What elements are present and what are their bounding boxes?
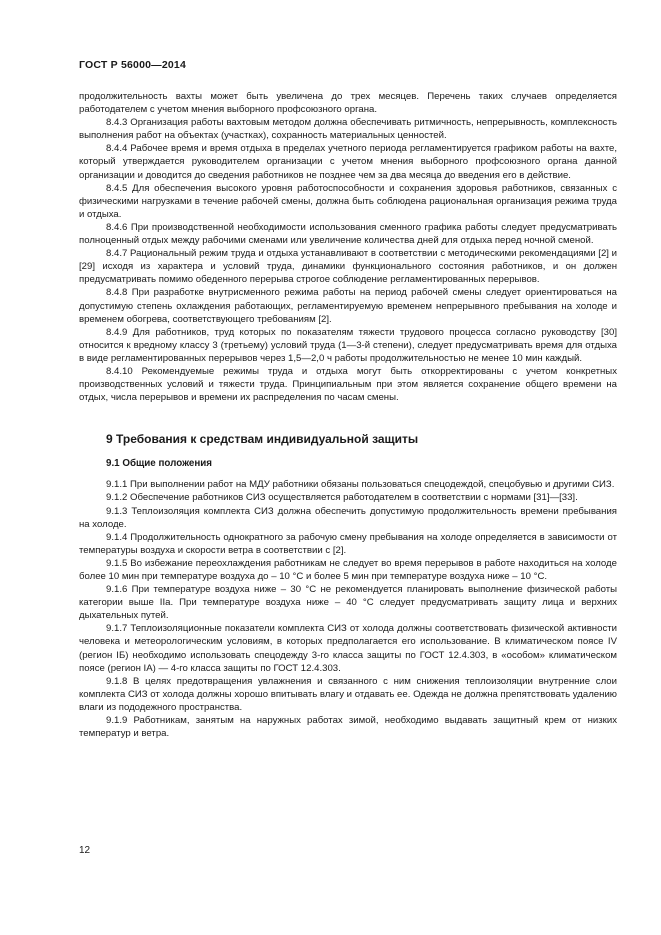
paragraph-8-4-5: 8.4.5 Для обеспечения высокого уровня работоспособности и сохранения здоровья работников, связанных с физическими нагрузками в течение рабочей смены, должна быть соблюдена рациональная организация режима труда и отдыха.	[79, 182, 617, 220]
paragraph-9-1-3: 9.1.3 Теплоизоляция комплекта СИЗ должна обеспечить допустимую продолжительность времени пребывания на холоде.	[79, 505, 617, 530]
paragraph-9-1-7: 9.1.7 Теплоизоляционные показатели комплекта СИЗ от холода должны соответствовать физической активности человека и метеорологическим условиям, в которых предполагается его использование. В климатическом поясе IV (регион IБ) необходимо использовать спецодежду 3-го класса защиты по ГОСТ 12.4.303, в «особом» климатическом поясе (регион IА) — 4-го класса защиты по ГОСТ 12.4.303.	[79, 623, 617, 674]
paragraph-9-1-6: 9.1.6 При температуре воздуха ниже – 30 °С не рекомендуется планировать выполнение физической работы категории выше IIа. При температуре воздуха ниже – 40 °С следует предусматривать защиту лица и верхних дыхательных путей.	[79, 584, 617, 622]
paragraph-8-4-10: 8.4.10 Рекомендуемые режимы труда и отдыха могут быть откорректированы с учетом конкретных производственных условий и тяжести труда. Принципиальным при этом является сохранение общего времени на отдых, числа перерывов и времени их распределения по часам смены.	[79, 365, 617, 404]
paragraph-9-1-8: 9.1.8 В целях предотвращения увлажнения и связанного с ним снижения теплоизоляции внутренние слои комплекта СИЗ от холода должны хорошо впитывать влагу и отдавать ее. Одежда не должна препятствовать удалению влаги из пододежного пространства.	[79, 675, 617, 713]
document-body	[79, 90, 617, 740]
paragraph-9-1-5: 9.1.5 Во избежание переохлаждения работникам не следует во время перерывов в работе находиться на холоде более 10 мин при температуре воздуха до – 10 °С и более 5 мин при температуре воздуха ниже – 10 °С.	[79, 557, 617, 582]
paragraph-8-4-4: 8.4.4 Рабочее время и время отдыха в пределах учетного периода регламентируется графиком работы на вахте, который утверждается руководителем организации с учетом мнения выборного профсоюзного органа данной организации и доводится до сведения работников не позднее чем за два месяца до введения его в действие.	[79, 143, 617, 181]
paragraph-9-1-1: 9.1.1 При выполнении работ на МДУ работники обязаны пользоваться спецодеждой, спецобувью и другими СИЗ.	[106, 479, 615, 491]
page-number: 12	[79, 845, 91, 856]
paragraph-continuation: продолжительность вахты может быть увеличена до трех месяцев. Перечень таких случаев определяется работодателем с учетом мнения выборного профсоюзного органа.	[79, 91, 617, 116]
standard-header: ГОСТ Р 56000—2014	[79, 59, 187, 71]
subsection-title: 9.1 Общие положения	[106, 458, 213, 470]
paragraph-9-1-4: 9.1.4 Продолжительность однократного за рабочую смену пребывания на холоде определяется в зависимости от температуры воздуха и скорости ветра в соответствии с [2].	[79, 531, 617, 556]
paragraph-8-4-7: 8.4.7 Рациональный режим труда и отдыха устанавливают в соответствии с методическими рекомендациями [2] и [29] исходя из характера и условий труда, динамики функционального состояния работников, и он должен предусматривать помимо обеденного перерыва строгое соблюдение регламентированных перерывов.	[79, 248, 617, 286]
paragraph-8-4-8: 8.4.8 При разработке внутрисменного режима работы на период рабочей смены следует ориентироваться на допустимую степень охлаждения работающих, регламентируемую временем непрерывного пребывания на холоде и временем обогрева, соответствующего требованиям [2].	[79, 287, 617, 325]
paragraph-8-4-6: 8.4.6 При производственной необходимости использования сменного графика работы следует предусматривать полноценный отдых между рабочими сменами или увеличение количества дней для отдыха перед ночной сменой.	[79, 221, 617, 247]
paragraph-8-4-9: 8.4.9 Для работников, труд которых по показателям тяжести трудового процесса согласно руководству [30] относится к вредному классу 3 (третьему) условий труда (1—3-й степени), следует предусматривать время для отдыха в виде регламентированных перерывов через 1,5—2,0 ч работы продолжительностью не менее 10 мин каждый.	[79, 326, 617, 364]
paragraph-9-1-2: 9.1.2 Обеспечение работников СИЗ осуществляется работодателем в соответствии с нормами [31]—[33].	[106, 492, 578, 504]
paragraph-8-4-3: 8.4.3 Организация работы вахтовым методом должна обеспечивать ритмичность, непрерывность, комплексность выполнения работ на объектах (участках), сохранность материальных ценностей.	[79, 117, 617, 142]
section-title: 9 Требования к средствам индивидуальной защиты	[106, 432, 419, 447]
paragraph-9-1-9: 9.1.9 Работникам, занятым на наружных работах зимой, необходимо выдавать защитный крем от низких температур и ветра.	[79, 715, 617, 740]
